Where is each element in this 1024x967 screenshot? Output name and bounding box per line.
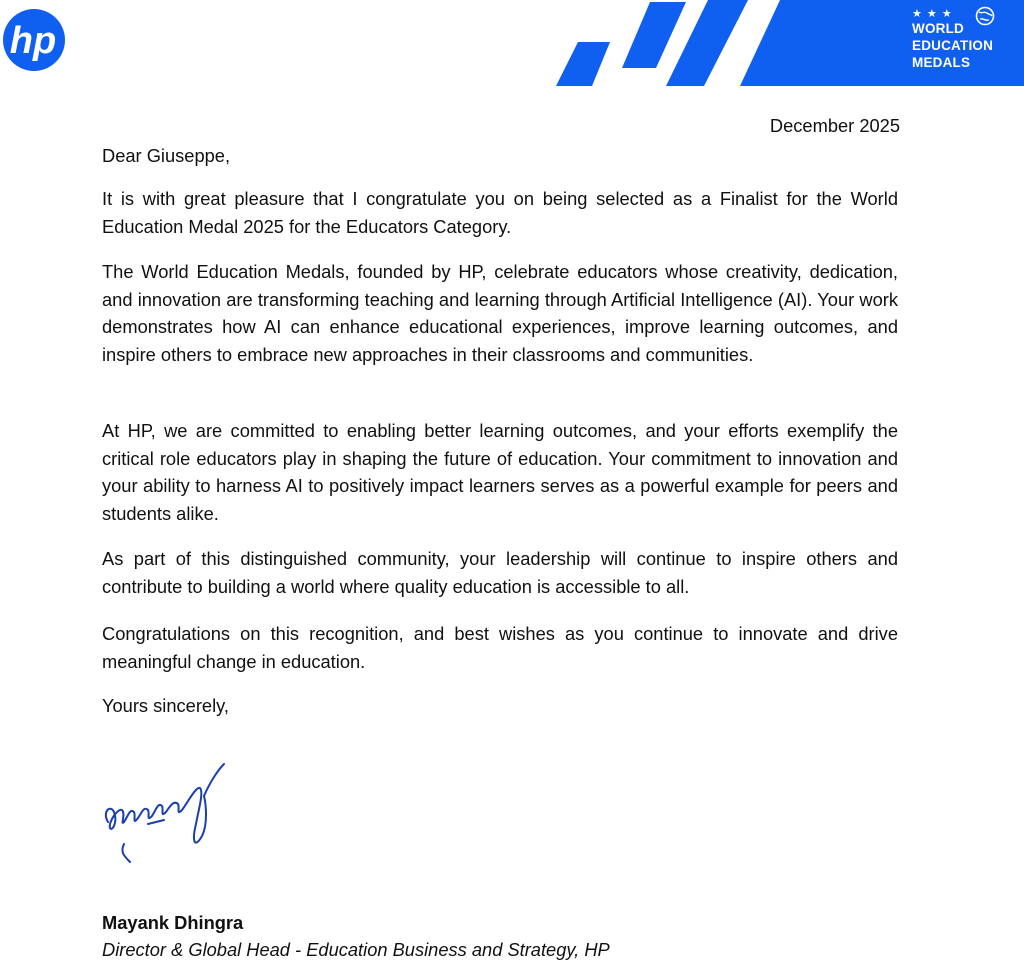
paragraph-4: As part of this distinguished community, your leadership will continue to inspire others and contribute to building a world where quality education is accessible to all. [102,548,898,597]
badge-line-world: WORLD [912,21,964,36]
paragraph-2: The World Education Medals, founded by HP, celebrate educators whose creativity, dedication, and innovation are transforming teaching and learning through Artificial Intelligence (AI). Your work demonstrates how AI can enhance educational experiences, improve learning outcomes, and inspire others to embrace new approaches in their classrooms and communities. [102,261,898,365]
closing: Yours sincerely, [102,695,230,716]
signature-image [100,752,230,872]
globe-icon [972,6,998,26]
paragraph-3: At HP, we are committed to enabling better learning outcomes, and your efforts exemplify the critical role educators play in shaping the future of education. Your commitment to innovation and your ability to harness AI to positively impact learners serves as a powerful example for peers and students alike. [102,420,898,524]
signer-name: Mayank Dhingra [102,912,244,933]
paragraph-1: It is with great pleasure that I congratulate you on being selected as a Finalist for the World Education Medal 2025 for the Educators Category. [102,188,898,237]
svg-text:hp: hp [9,20,57,62]
header-stripes [0,0,1024,90]
badge-line-education: EDUCATION [912,38,994,53]
stars-icon: ★ ★ ★ [912,8,953,20]
letter-date: December 2025 [769,115,900,136]
world-education-medals-badge [912,8,1018,71]
paragraph-5: Congratulations on this recognition, and best wishes as you continue to innovate and drive meaningful change in education. [102,623,898,672]
signer-title: Director & Global Head - Education Business and Strategy, HP [102,939,610,960]
badge-line-medals: MEDALS [912,55,971,70]
salutation: Dear Giuseppe, [102,145,231,166]
